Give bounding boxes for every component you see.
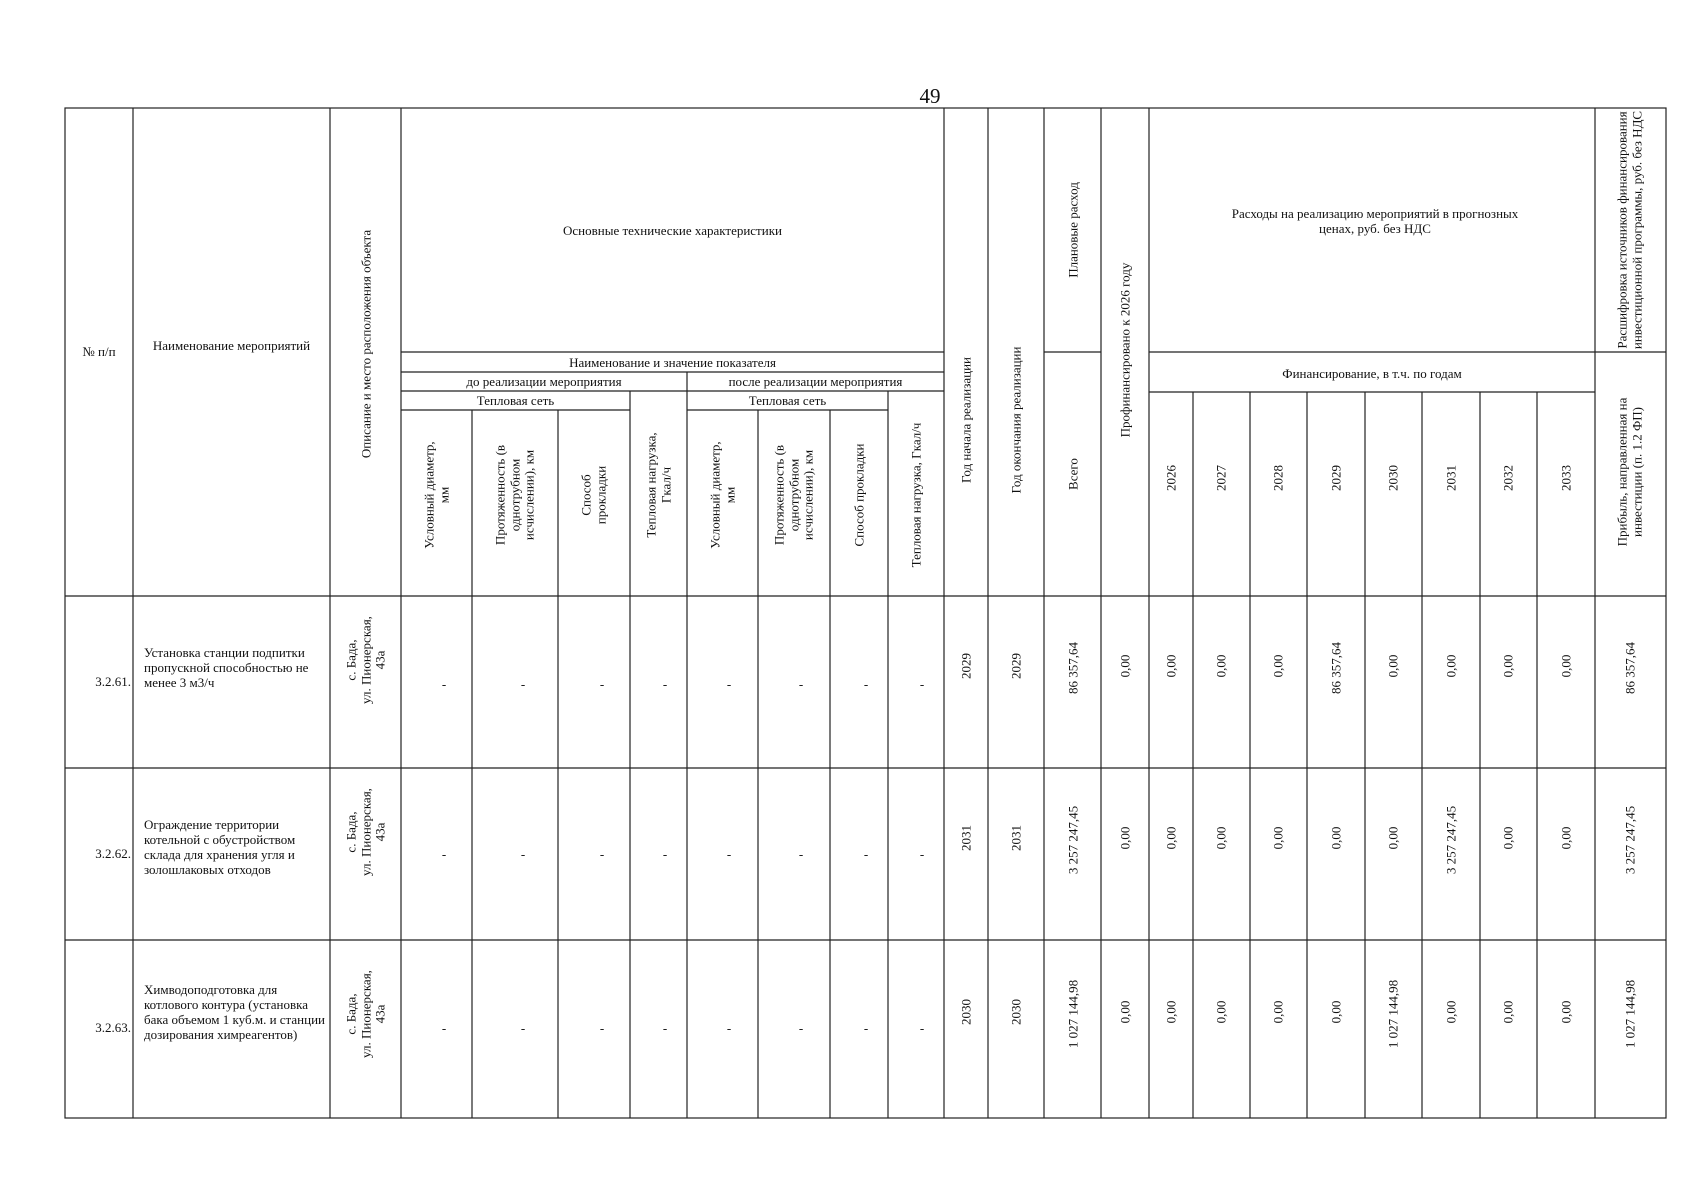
row-2-name: Ограждение территории котельной с обустройством склада для хранения угля и золошлаковых отходов <box>144 817 296 877</box>
row-2-tech-7: - <box>863 846 869 862</box>
row-2-y2027: 0,00 <box>1213 826 1229 850</box>
header-year-2031: 2031 <box>1443 465 1459 491</box>
header-heatload-before: Тепловая нагрузка, Гкал/ч <box>643 432 673 538</box>
row-3-y2031: 0,00 <box>1443 1000 1459 1024</box>
header-year-2027: 2027 <box>1213 465 1229 491</box>
header-prefinanced: Профинансировано к 2026 году <box>1117 262 1133 438</box>
row-2-y2029: 0,00 <box>1328 826 1344 850</box>
header-location: Описание и место расположения объекта <box>358 229 374 459</box>
row-3-prefinanced: 0,00 <box>1117 1000 1133 1024</box>
row-1-y2032: 0,00 <box>1500 654 1516 678</box>
header-after-title: после реализации мероприятия <box>728 374 903 389</box>
row-3-location: с. Бада, ул. Пионерская, 43а <box>343 970 388 1058</box>
row-1-end: 2029 <box>1008 653 1024 679</box>
row-3-y2032: 0,00 <box>1500 1000 1516 1024</box>
row-2-y2031: 3 257 247,45 <box>1443 805 1459 875</box>
row-3-total: 1 027 144,98 <box>1065 979 1081 1049</box>
row-1-name: Установка станции подпитки пропускной способностью не менее 3 м3/ч <box>144 645 309 690</box>
row-1-y2030: 0,00 <box>1385 654 1401 678</box>
header-diameter-before: Условный диаметр, мм <box>421 441 451 549</box>
header-heat-network-before: Тепловая сеть <box>476 393 555 408</box>
row-2-y2028: 0,00 <box>1270 826 1286 850</box>
row-1-tech-6: - <box>798 676 804 692</box>
row-2-num: 3.2.62. <box>95 846 131 861</box>
header-length-after: Протяженность (в однотрубном исчислении), км <box>771 444 816 546</box>
header-tech-title: Основные технические характеристики <box>563 223 782 238</box>
row-2-y2026: 0,00 <box>1163 826 1179 850</box>
row-2-tech-6: - <box>798 846 804 862</box>
row-3-start: 2030 <box>958 999 974 1025</box>
row-3-num: 3.2.63. <box>95 1020 131 1035</box>
header-diameter-after: Условный диаметр, мм <box>707 441 737 549</box>
row-3-tech-1: - <box>441 1020 447 1036</box>
row-1-location: с. Бада, ул. Пионерская, 43а <box>343 616 388 704</box>
row-1-y2026: 0,00 <box>1163 654 1179 678</box>
row-2-end: 2031 <box>1008 825 1024 851</box>
header-year-2030: 2030 <box>1385 465 1401 491</box>
row-3-y2029: 0,00 <box>1328 1000 1344 1024</box>
row-2-tech-4: - <box>662 846 668 862</box>
row-1-y2029: 86 357,64 <box>1328 642 1344 694</box>
row-2-tech-5: - <box>726 846 732 862</box>
row-2-start: 2031 <box>958 825 974 851</box>
row-3-tech-8: - <box>919 1020 925 1036</box>
row-1-total: 86 357,64 <box>1065 642 1081 694</box>
header-start-year: Год начала реализации <box>958 356 974 484</box>
row-1-tech-7: - <box>863 676 869 692</box>
row-2-location: с. Бада, ул. Пионерская, 43а <box>343 788 388 876</box>
header-laying-before: Способ прокладки <box>578 465 608 525</box>
header-sources-title: Расшифровка источников финансирования инвестиционной программы, руб. без НДС <box>1614 110 1644 350</box>
row-3-y2033: 0,00 <box>1558 1000 1574 1024</box>
row-2-tech-8: - <box>919 846 925 862</box>
header-laying-after: Способ прокладки <box>851 443 867 547</box>
row-3-tech-7: - <box>863 1020 869 1036</box>
header-planned-cost: Плановые расход <box>1065 182 1081 278</box>
row-1-tech-1: - <box>441 676 447 692</box>
header-year-2026: 2026 <box>1163 465 1179 491</box>
row-3-y2027: 0,00 <box>1213 1000 1229 1024</box>
header-total: Всего <box>1065 458 1081 490</box>
header-heatload-after: Тепловая нагрузка, Гкал/ч <box>908 422 924 568</box>
header-year-2028: 2028 <box>1270 465 1286 491</box>
header-name: Наименование мероприятий <box>152 338 311 353</box>
row-3-y2026: 0,00 <box>1163 1000 1179 1024</box>
row-3-y2030: 1 027 144,98 <box>1385 979 1401 1049</box>
row-1-tech-2: - <box>520 676 526 692</box>
row-1-y2033: 0,00 <box>1558 654 1574 678</box>
row-3-tech-4: - <box>662 1020 668 1036</box>
header-before-title: до реализации мероприятия <box>466 374 622 389</box>
header-year-2032: 2032 <box>1500 465 1516 491</box>
row-1-start: 2029 <box>958 653 974 679</box>
row-3-tech-2: - <box>520 1020 526 1036</box>
row-3-y2028: 0,00 <box>1270 1000 1286 1024</box>
row-1-tech-4: - <box>662 676 668 692</box>
row-1-y2031: 0,00 <box>1443 654 1459 678</box>
header-num: № п/п <box>82 344 116 359</box>
header-length-before: Протяженность (в однотрубном исчислении), км <box>492 444 537 546</box>
row-3-tech-6: - <box>798 1020 804 1036</box>
header-year-2033: 2033 <box>1558 465 1574 491</box>
row-2-y2033: 0,00 <box>1558 826 1574 850</box>
row-2-tech-1: - <box>441 846 447 862</box>
row-3-name: Химводоподготовка для котлового контура (установка бака объемом 1 куб.м. и станции дозирования химреагентов) <box>144 982 325 1042</box>
row-1-y2027: 0,00 <box>1213 654 1229 678</box>
row-3-tech-5: - <box>726 1020 732 1036</box>
row-2-y2030: 0,00 <box>1385 826 1401 850</box>
row-2-y2032: 0,00 <box>1500 826 1516 850</box>
row-1-tech-3: - <box>599 676 605 692</box>
row-1-tech-5: - <box>726 676 732 692</box>
row-3-end: 2030 <box>1008 999 1024 1025</box>
row-2-tech-2: - <box>520 846 526 862</box>
header-year-2029: 2029 <box>1328 465 1344 491</box>
row-1-prefinanced: 0,00 <box>1117 654 1133 678</box>
page-number: 49 <box>919 84 941 108</box>
row-1-y2028: 0,00 <box>1270 654 1286 678</box>
header-end-year: Год окончания реализации <box>1008 346 1024 494</box>
row-1-tech-8: - <box>919 676 925 692</box>
row-2-prefinanced: 0,00 <box>1117 826 1133 850</box>
row-1-num: 3.2.61. <box>95 674 131 689</box>
row-1-profit: 86 357,64 <box>1622 642 1638 694</box>
header-profit: Прибыль, направленная на инвестиции (п. 1.2 ФП) <box>1614 397 1644 547</box>
header-heat-network-after: Тепловая сеть <box>748 393 827 408</box>
row-2-tech-3: - <box>599 846 605 862</box>
row-3-tech-3: - <box>599 1020 605 1036</box>
row-2-total: 3 257 247,45 <box>1065 805 1081 875</box>
row-2-profit: 3 257 247,45 <box>1622 805 1638 875</box>
header-costs-title: Расходы на реализацию мероприятий в прогнозных ценах, руб. без НДС <box>1231 206 1519 236</box>
header-indicator-title: Наименование и значение показателя <box>569 355 776 370</box>
row-3-profit: 1 027 144,98 <box>1622 979 1638 1049</box>
header-financing-by-years: Финансирование, в т.ч. по годам <box>1282 366 1462 381</box>
